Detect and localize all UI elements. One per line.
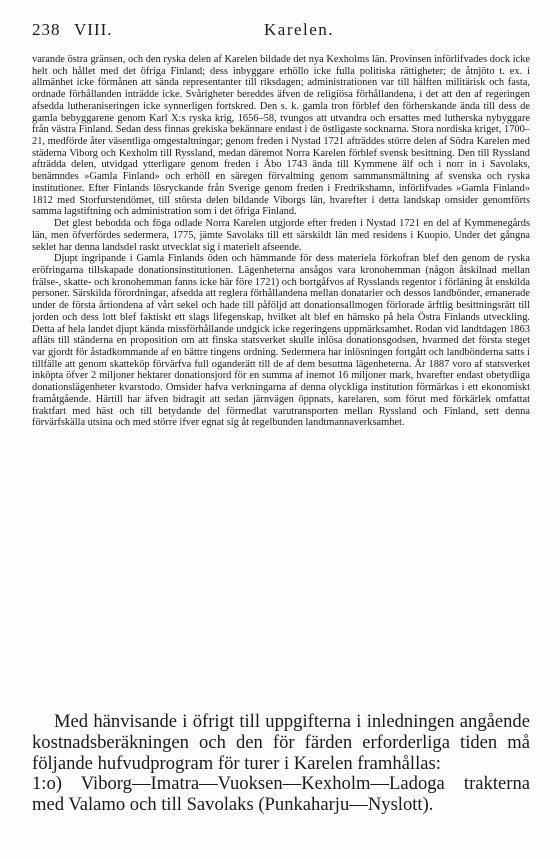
paragraph-donations: Djupt ingripande i Gamla Finlands öden och hämmande för dess materiela förkofran blef den genom de ryska eröfringarna tillskapade donationsinstitutionen. Lägenheterna ansågos vara kronohemman (någon åtskilnad mellan frälse-, skatte- och kronohemman fanns icke här före 1721) och bortgåfvos af Rysslands regentor i förläning åt enskilda personer. Särskilda förordningar, afsedda att reglera förhållandena mellan donatarier och dessos landbönder, emanerade under de första årtiondena af vårt sekel och hade till påföljd att donationsallmogen förlorade ärftlig besittningsrätt till jorden och dess lott blef faktiskt ett slags lifegenskap, hvilket alt blef en hämsko på hela Östra Finlands utveckling. Detta af hela landet djupt kända missförhållande undgick icke regeringens uppmärksamhet. Rodan vid landtdagen 1863 afläts till ständerna en proposition om att finska statsverket skulle inlösa donationsgodsen, hvarmed det första steget var gjordt för åstadkommande af en bättre tingens ordning. Sedermera har inlösningen fortgått och landbönderna satts i tillfälle att genom skatteköp förvärfva full oganderätt till de af dem besuttna lägenheterna. År 1887 voro af statsverket inköpta öfver 2 miljoner hektarer donationsjord för en summa af inemot 16 miljoner mark, hvarefter endast obetydliga donationslägenheter kvarstodo. Omsider hafva verkningarna af denna olyckliga institution förmärkas i ett ekonomiskt framåtgående. Härtill har äfven bidragit att sedan järnvägen öppnats, karelaren, som förut med förkärlek omfattat fraktfart med häst och till betydande del förmedlat varutransporten mellan Ryssland och Finland, sett denna förvärfskälla utsina och med större ifver egnat sig åt regelbunden landtmannaverksamhet. xyxy=(32,253,530,429)
page-number: 238 xyxy=(32,20,61,39)
paragraph-north-karelia: Det glest bebodda och föga odlade Norra Karelen utgjorde efter freden i Nystad 1721 en del af Kymmenegårds län, men öfverfördes sedermera, 1775, jämte Savolaks till ett särskildt län med residens i Kuopio. Under det gångna seklet har denna landsdel raskt utvecklat sig i materielt afseende. xyxy=(32,218,530,253)
running-title: Karelen. xyxy=(264,20,335,39)
program-section xyxy=(32,712,530,816)
program-route-1: 1:o) Viborg—Imatra—Vuoksen—Kexholm—Ladoga trakterna med Valamo och till Savolaks (Punkaharju—Nyslott). xyxy=(32,773,530,816)
body-text xyxy=(32,54,530,429)
paragraph-history: varande östra gränsen, och den ryska delen af Karelen bildade det nya Kexholms län. Provinsen införlifvades dock icke helt och hållet med det öfriga Finland; dess inbyggare erhöllo icke fulla politiska rättigheter; de åtnjöto t. ex. i allmänhet icke förmånen att sända representanter till riksdagen; administrationen var till hälften militärisk och fasta, ordnade förhållanden inträdde icke. Svårigheter bereddes äfven de religiösa förhållandena, i det att den af regeringen afsedda lutheraniseringen icke synnerligen fortskred. Den s. k. gamla tron förblef den förherskande ända till dess de gamla bebyggarene genom Karl X:s ryska krig, 1656–58, tvungos att utvandra och ersattes med lutherska nybyggare från västra Finland. Sedan dess finnas grekiska bekännare endast i de östligaste socknarna. Stora nordiska kriget, 1700–21, medförde åter väsentliga omgestaltningar; genom freden i Nystad 1721 afträddes större delen af Södra Karelen med städerna Viborg och Kexholm till Ryssland, medan däremot Norra Karelen förblef svensk besittning. Den till Ryssland afträdda delen, utvidgad ytterligare genom freden i Åbo 1743 ända till Kymmene älf och i norr in i Savolaks, benämndes »Gamla Finland» och erhöll en säregen förvaltning genom sammansmältning af svenska och ryska institutioner. Efter Finlands lösryckande från Sverige genom freden i Fredrikshamn, införlifvades »Gamla Finland» 1812 med Storfurstendömet, till största delen bildande Viborgs län, hvarefter i detta landskap omsider genomförts samma lagstiftning och administration som i det öfriga Finland. xyxy=(32,54,530,218)
chapter-number: VIII. xyxy=(74,20,113,39)
page-header xyxy=(32,20,532,42)
program-intro: Med hänvisande i öfrigt till uppgifterna i inledningen angående kostnadsberäkningen och den för färden erforderliga tiden må följande hufvudprogram för turer i Karelen framhållas: xyxy=(32,711,530,774)
